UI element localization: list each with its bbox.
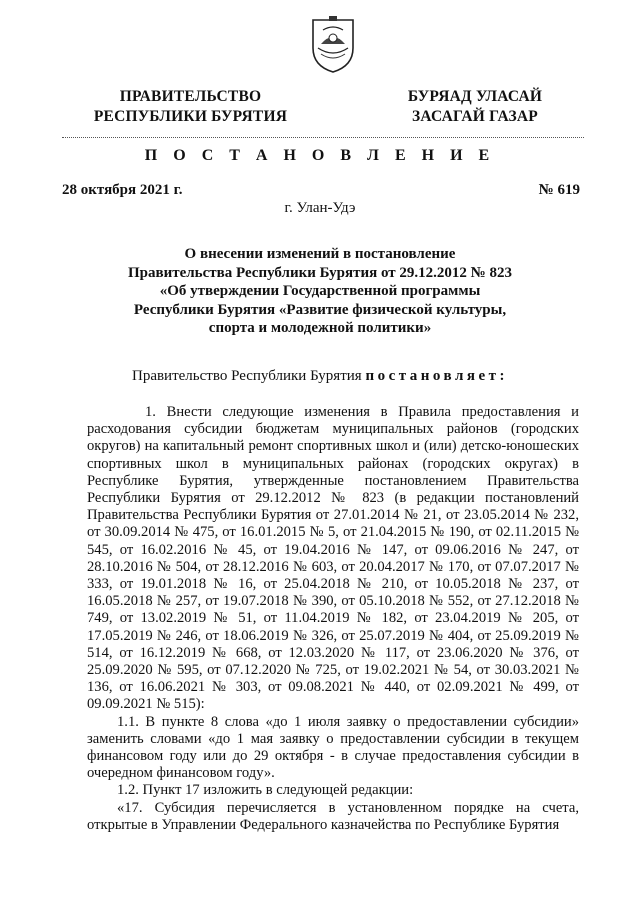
subject-line: «Об утверждении Государственной программы xyxy=(159,283,481,299)
subject-line: спорта и молодежной политики» xyxy=(208,320,432,336)
intro-text: Правительство Республики Бурятия xyxy=(131,368,366,384)
coat-of-arms-icon xyxy=(307,14,359,74)
header-right-line1: БУРЯАД УЛАСАЙ xyxy=(407,88,543,105)
government-name-buryat xyxy=(390,87,560,127)
document-city: г. Улан-Удэ xyxy=(284,200,356,216)
header-right-line2: ЗАСАГАЙ ГАЗАР xyxy=(412,108,538,125)
subject-line: Правительства Республики Бурятия от 29.12.2012 № 823 xyxy=(127,264,512,281)
intro-resolves: постановляет: xyxy=(365,368,509,384)
document-type-title: П О С Т А Н О В Л Е Н И Е xyxy=(144,147,496,164)
document-subject xyxy=(100,245,540,338)
paragraph-1: 1. Внести следующие изменения в Правила предоставления и расходования субсидии бюджетам муниципальных районов (городских округов) на капитальный ремонт спортивных школ и (или) детско-юношеских спортивных школ в муниципальных районах (городских округах) в Республике Бурятия, утвержденные постановлением Правительства Республики Бурятия от 29.12.2012 № 823 (в редакции постановлений Правительства Республики Бурятия от 27.01.2014 № 21, от 23.05.2014 № 232, от 30.09.2014 № 475, от 16.01.2015 № 5, от 21.04.2015 № 190, от 02.11.2015 № 545, от 16.02.2016 № 45, от 19.04.2016 № 147, от 09.06.2016 № 247, от 28.10.2016 № 504, от 28.12.2016 № 603, от 20.04.2017 № 170, от 07.07.2017 № 333, от 19.01.2018 № 16, от 25.04.2018 № 210, от 10.05.2018 № 237, от 16.05.2018 № 257, от 19.07.2018 № 390, от 05.10.2018 № 552, от 27.12.2018 № 749, от 13.02.2019 № 51, от 11.04.2019 № 182, от 23.04.2019 № 205, от 17.05.2019 № 246, от 18.06.2019 № 326, от 25.07.2019 № 404, от 25.09.2019 № 514, от 16.12.2019 № 668, от 12.03.2020 № 117, от 23.06.2020 № 376, от 25.09.2020 № 595, от 07.12.2020 № 725, от 19.02.2021 № 54, от 30.03.2021 № 136, от 16.06.2021 № 303, от 09.08.2021 № 440, от 02.09.2021 № 499, от 09.09.2021 № 515): xyxy=(87,404,579,713)
header-divider xyxy=(62,137,584,138)
paragraph-1-1: 1.1. В пункте 8 слова «до 1 июля заявку о предоставлении субсидии» заменить словами «до 1 мая заявку о предоставлении субсидии в текущем финансовом году или до 29 октября - в случае предоставления субсидии в очередном финансовом году». xyxy=(87,713,579,782)
resolution-intro xyxy=(0,368,640,385)
document-number: № 619 xyxy=(538,182,580,198)
subject-line: Республики Бурятия «Развитие физической культуры, xyxy=(133,301,507,318)
document-body xyxy=(87,404,579,834)
subject-line: О внесении изменений в постановление xyxy=(184,246,456,262)
header-left-line1: ПРАВИТЕЛЬСТВО xyxy=(119,88,262,105)
paragraph-17: «17. Субсидия перечисляется в установленном порядке на счета, открытые в Управлении Федерального казначейства по Республике Бурятия xyxy=(87,799,579,833)
paragraph-1-2: 1.2. Пункт 17 изложить в следующей редакции: xyxy=(117,782,414,799)
document-date: 28 октября 2021 г. xyxy=(62,182,183,198)
government-name-russian xyxy=(88,87,293,127)
header-left-line2: РЕСПУБЛИКИ БУРЯТИЯ xyxy=(93,108,288,125)
